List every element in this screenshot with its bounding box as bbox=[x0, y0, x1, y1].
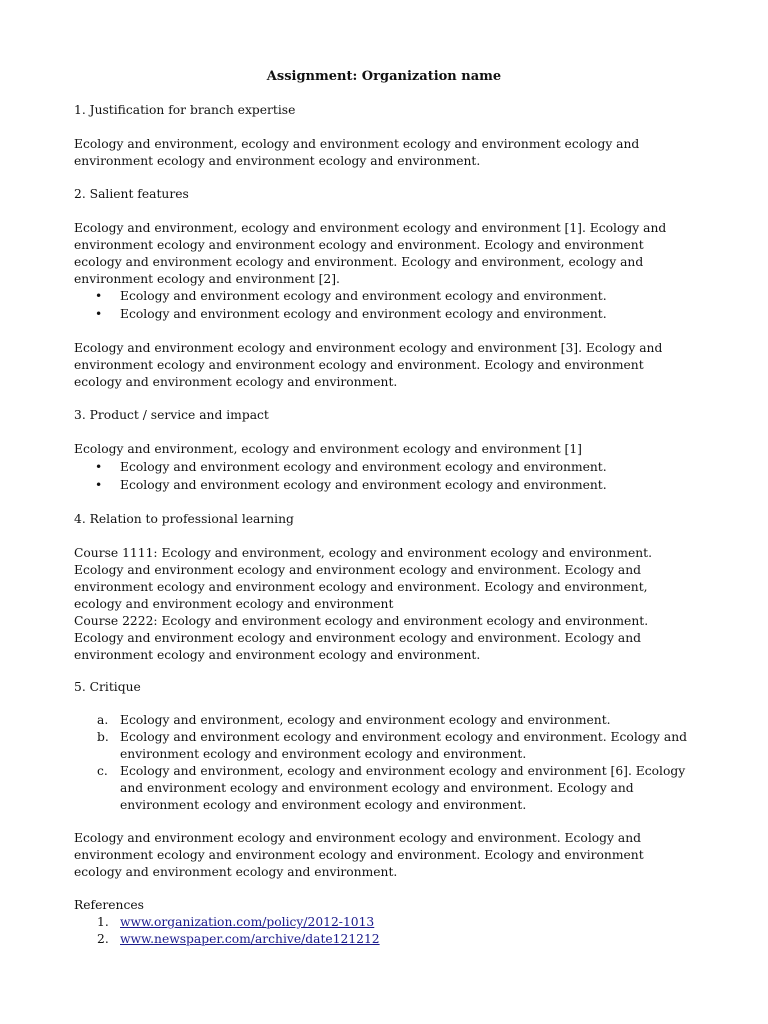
list-item bbox=[74, 476, 714, 494]
list-item-line: Ecology and environment, ecology and environment ecology and environment. bbox=[120, 713, 611, 727]
paragraph-line: environment ecology and environment ecology and environment. Ecology and environment bbox=[74, 358, 644, 372]
references-heading: References bbox=[74, 898, 144, 912]
section-4-heading: 4. Relation to professional learning bbox=[74, 512, 294, 526]
section-3-heading: 3. Product / service and impact bbox=[74, 408, 269, 422]
section-2-paragraph-1 bbox=[74, 220, 714, 288]
list-marker: 2. bbox=[97, 932, 109, 946]
paragraph-line: Course 2222: Ecology and environment ecology and environment ecology and environment. bbox=[74, 614, 649, 628]
paragraph-line: Course 1111: Ecology and environment, ecology and environment ecology and environment. bbox=[74, 546, 653, 560]
reference-item bbox=[74, 931, 714, 948]
paragraph-line: Ecology and environment ecology and environment ecology and environment. Ecology and bbox=[74, 563, 642, 577]
list-item-line: Ecology and environment, ecology and environment ecology and environment [6]. Ecology bbox=[120, 764, 686, 778]
list-item-text: Ecology and environment ecology and environment ecology and environment. bbox=[120, 307, 607, 321]
section-3-paragraph bbox=[74, 441, 714, 458]
reference-link[interactable]: www.organization.com/policy/2012-1013 bbox=[120, 915, 375, 929]
reference-item bbox=[74, 914, 714, 931]
section-5-lettered-list bbox=[74, 712, 714, 814]
bullet-icon: • bbox=[95, 478, 103, 492]
paragraph-line: ecology and environment ecology and environment. bbox=[74, 375, 398, 389]
references-list bbox=[74, 914, 714, 948]
list-item-line: Ecology and environment ecology and environment ecology and environment. Ecology and bbox=[120, 730, 688, 744]
paragraph-line: Ecology and environment, ecology and environment ecology and environment [1]. Ecology and bbox=[74, 221, 667, 235]
paragraph-line: environment ecology and environment ecology and environment. Ecology and environment bbox=[74, 238, 644, 252]
paragraph-line: environment ecology and environment [2]. bbox=[74, 272, 340, 286]
list-marker: a. bbox=[97, 713, 109, 727]
paragraph-line: environment ecology and environment ecology and environment. Ecology and environment, bbox=[74, 580, 648, 594]
list-item-text: Ecology and environment ecology and environment ecology and environment. bbox=[120, 289, 607, 303]
section-1-heading: 1. Justification for branch expertise bbox=[74, 103, 296, 117]
list-item-line: environment ecology and environment ecology and environment. bbox=[120, 798, 527, 812]
list-marker: b. bbox=[97, 730, 109, 744]
paragraph-line: ecology and environment ecology and environment. Ecology and environment, ecology and bbox=[74, 255, 644, 269]
paragraph-line: ecology and environment ecology and environment bbox=[74, 597, 394, 611]
list-item bbox=[74, 729, 714, 763]
list-item-line: and environment ecology and environment ecology and environment. Ecology and bbox=[120, 781, 634, 795]
section-1-paragraph bbox=[74, 136, 714, 170]
section-2-paragraph-2 bbox=[74, 340, 714, 391]
paragraph-line: Ecology and environment, ecology and environment ecology and environment [1] bbox=[74, 442, 582, 456]
paragraph-line: Ecology and environment ecology and environment ecology and environment. Ecology and bbox=[74, 631, 642, 645]
section-5-heading: 5. Critique bbox=[74, 680, 141, 694]
list-item bbox=[74, 287, 714, 305]
paragraph-line: Ecology and environment ecology and environment ecology and environment [3]. Ecology and bbox=[74, 341, 663, 355]
list-item bbox=[74, 763, 714, 814]
list-item bbox=[74, 712, 714, 729]
list-marker: 1. bbox=[97, 915, 109, 929]
bullet-icon: • bbox=[95, 289, 103, 303]
list-item-text: Ecology and environment ecology and environment ecology and environment. bbox=[120, 478, 607, 492]
section-3-bullet-list bbox=[74, 458, 714, 494]
paragraph-line: ecology and environment ecology and environment. bbox=[74, 865, 398, 879]
paragraph-line: environment ecology and environment ecology and environment. bbox=[74, 154, 481, 168]
list-item bbox=[74, 305, 714, 323]
list-item-line: environment ecology and environment ecology and environment. bbox=[120, 747, 527, 761]
paragraph-line: environment ecology and environment ecology and environment. Ecology and environment bbox=[74, 848, 644, 862]
list-item bbox=[74, 458, 714, 476]
list-marker: c. bbox=[97, 764, 108, 778]
section-2-heading: 2. Salient features bbox=[74, 187, 189, 201]
paragraph-line: Ecology and environment ecology and environment ecology and environment. Ecology and bbox=[74, 831, 642, 845]
section-5-paragraph bbox=[74, 830, 714, 881]
bullet-icon: • bbox=[95, 307, 103, 321]
document-title: Assignment: Organization name bbox=[266, 69, 502, 84]
reference-link[interactable]: www.newspaper.com/archive/date121212 bbox=[120, 932, 380, 946]
paragraph-line: Ecology and environment, ecology and environment ecology and environment ecology and bbox=[74, 137, 640, 151]
section-4-paragraph bbox=[74, 545, 714, 664]
list-item-text: Ecology and environment ecology and environment ecology and environment. bbox=[120, 460, 607, 474]
bullet-icon: • bbox=[95, 460, 103, 474]
section-2-bullet-list bbox=[74, 287, 714, 323]
paragraph-line: environment ecology and environment ecology and environment. bbox=[74, 648, 481, 662]
